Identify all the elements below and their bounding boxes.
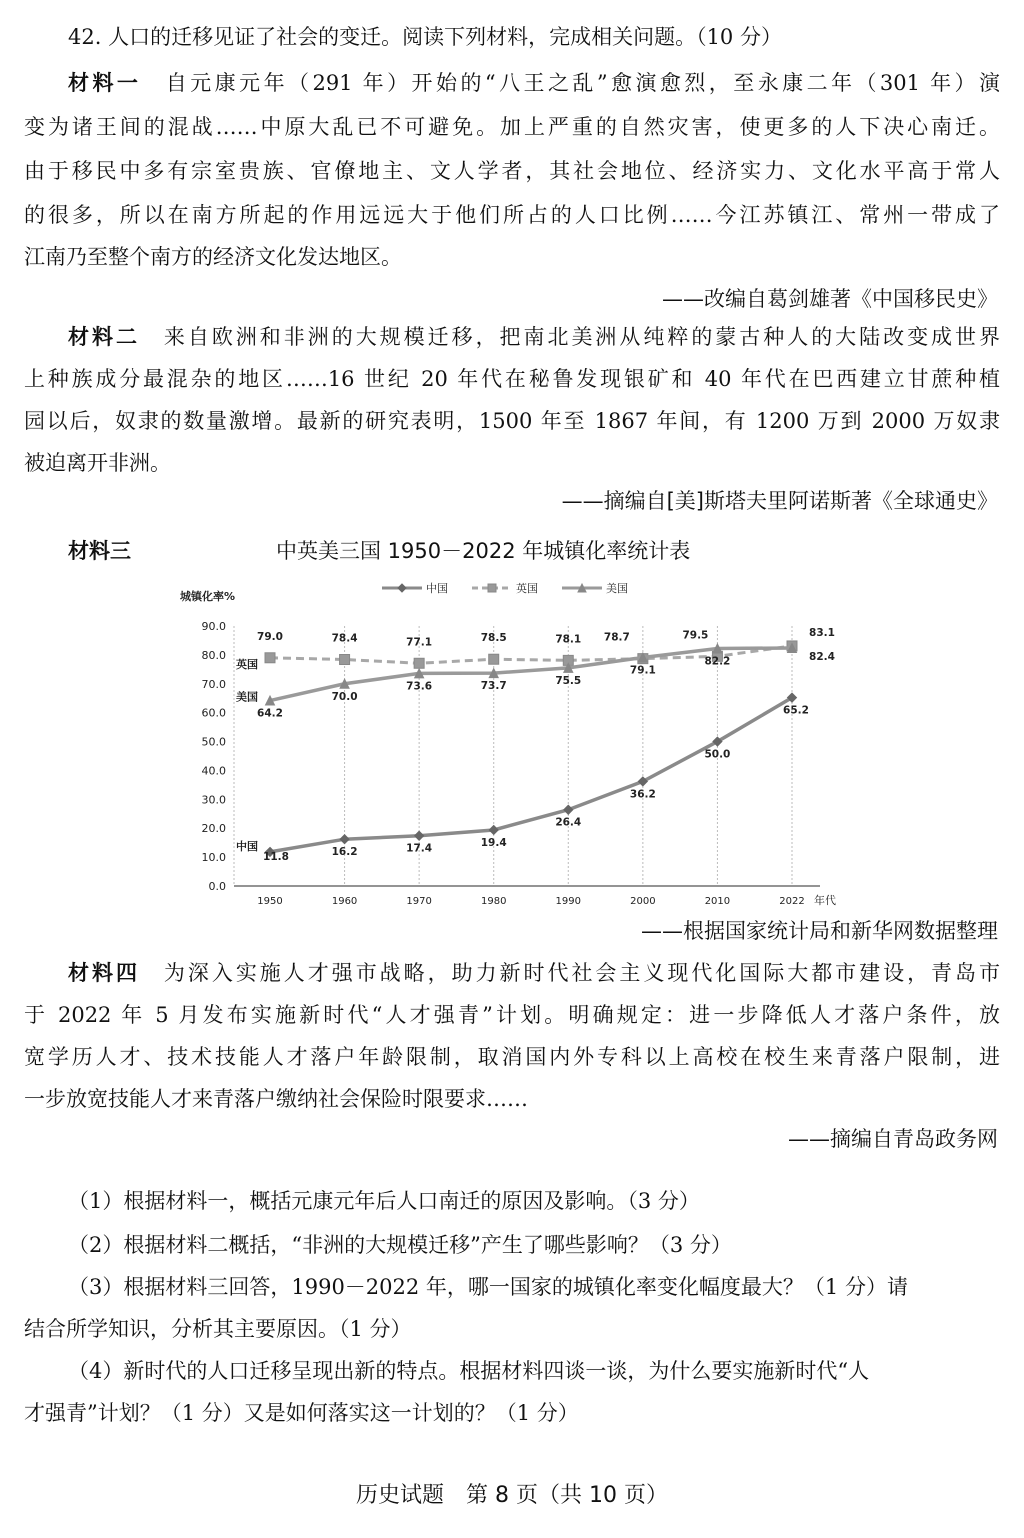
material4-line-3: 宽学历人才、技术技能人才落户年龄限制，取消国内外专科以上高校在校生来青落户限制，进	[24, 1045, 1000, 1069]
question-header: 42. 人口的迁移见证了社会的变迁。阅读下列材料，完成相关问题。（10 分）	[68, 25, 782, 49]
material1-source: ——改编自葛剑雄著《中国移民史》	[662, 287, 998, 311]
material1-line-4: 的很多，所以在南方所起的作用远远大于他们所占的人口比例……今江苏镇江、常州一带成了	[24, 203, 1000, 227]
question-3-line-1: （3）根据材料三回答，1990－2022 年，哪一国家的城镇化率变化幅度最大？（1 分）请	[68, 1275, 908, 1299]
legend-label-美国: 美国	[606, 582, 628, 595]
x-tick-label: 2022	[779, 896, 805, 907]
data-label-美国: 70.0	[331, 690, 358, 703]
material2-source: ——摘编自[美]斯塔夫里阿诺斯著《全球通史》	[561, 489, 998, 513]
y-axis-title: 城镇化率%	[180, 590, 236, 603]
material4-line-2: 于 2022 年 5 月发布实施新时代“人才强青”计划。明确规定：进一步降低人才落户条件，放	[24, 1003, 1000, 1027]
urbanization-line-chart	[172, 568, 852, 908]
series-tag-美国: 美国	[236, 690, 258, 704]
x-tick-label: 1990	[555, 896, 582, 907]
data-label-中国: 26.4	[555, 816, 582, 829]
y-tick-label: 60.0	[201, 706, 226, 720]
data-label-美国: 82.4	[809, 650, 835, 663]
y-tick-label: 70.0	[201, 677, 226, 691]
legend-label-英国: 英国	[516, 582, 538, 595]
x-tick-label: 1950	[257, 896, 283, 907]
material1-line-1	[68, 68, 1000, 98]
data-label-美国: 73.7	[480, 680, 507, 693]
material4-text-1: 为深入实施人才强市战略，助力新时代社会主义现代化国际大都市建设，青岛市	[163, 961, 1001, 985]
material1-line-3: 由于移民中多有宗室贵族、官僚地主、文人学者，其社会地位、经济实力、文化水平高于常人	[24, 159, 1000, 183]
question-3-line-2: 结合所学知识，分析其主要原因。（1 分）	[24, 1317, 412, 1341]
data-point-中国	[415, 831, 424, 840]
y-tick-label: 90.0	[201, 620, 226, 633]
material2-line-2: 上种族成分最混杂的地区……16 世纪 20 年代在秘鲁发现银矿和 40 年代在巴西建立甘蔗种植	[24, 367, 1000, 391]
material1-label: 材料一	[68, 71, 142, 95]
question-2: （2）根据材料二概括，“非洲的大规模迁移”产生了哪些影响？（3 分）	[68, 1233, 732, 1257]
data-point-英国	[265, 653, 275, 663]
data-label-美国: 82.2	[704, 655, 731, 668]
material2-line-4: 被迫离开非洲。	[24, 451, 171, 475]
x-axis-title: 年代	[814, 894, 836, 907]
data-label-英国: 77.1	[406, 636, 433, 649]
question-4-line-1: （4）新时代的人口迁移呈现出新的特点。根据材料四谈一谈，为什么要实施新时代“人	[68, 1359, 870, 1383]
data-label-中国: 19.4	[480, 836, 507, 849]
y-tick-label: 0.0	[208, 880, 226, 893]
data-label-中国: 11.8	[263, 850, 289, 863]
data-label-英国: 78.4	[331, 632, 358, 645]
data-label-中国: 50.0	[704, 748, 731, 761]
material2-line-1	[68, 322, 1000, 352]
x-tick-label: 2000	[630, 896, 656, 907]
y-tick-label: 40.0	[201, 764, 226, 778]
material1-line-5: 江南乃至整个南方的经济文化发达地区。	[24, 245, 402, 269]
page-footer: 历史试题 第 8 页（共 10 页）	[356, 1483, 668, 1508]
series-tag-英国: 英国	[236, 657, 258, 671]
legend-marker-英国	[488, 584, 496, 592]
legend-marker-中国	[398, 584, 406, 592]
x-tick-label: 1960	[331, 896, 358, 907]
data-point-中国	[489, 825, 498, 834]
data-label-英国: 83.1	[809, 626, 835, 639]
data-point-英国	[340, 655, 350, 665]
data-point-英国	[414, 658, 424, 668]
material3-source: ——根据国家统计局和新华网数据整理	[641, 919, 998, 943]
x-tick-label: 1970	[406, 896, 432, 907]
y-tick-label: 80.0	[201, 648, 226, 662]
material2-label: 材料二	[68, 325, 140, 349]
x-tick-label: 2010	[704, 896, 731, 907]
material4-source: ——摘编自青岛政务网	[788, 1127, 998, 1151]
data-label-美国: 64.2	[257, 707, 283, 720]
y-tick-label: 50.0	[201, 735, 226, 749]
material2-text-1: 来自欧洲和非洲的大规模迁移，把南北美洲从纯粹的蒙古种人的大陆改变成世界	[163, 325, 1001, 349]
data-label-英国: 79.5	[682, 629, 709, 642]
chart-title: 中英美三国 1950－2022 年城镇化率统计表	[276, 539, 691, 563]
material3-label: 材料三	[68, 539, 131, 563]
material4-label: 材料四	[68, 961, 140, 985]
data-label-英国: 79.0	[257, 630, 283, 643]
material4-line-4: 一步放宽技能人才来青落户缴纳社会保险时限要求……	[24, 1087, 528, 1111]
series-line-中国	[270, 698, 792, 852]
legend-label-中国: 中国	[426, 582, 448, 595]
data-label-美国: 75.5	[555, 674, 582, 687]
data-point-中国	[340, 835, 349, 844]
y-tick-label: 20.0	[201, 822, 226, 836]
series-tag-中国: 中国	[236, 839, 258, 853]
data-label-中国: 36.2	[629, 788, 656, 801]
question-1: （1）根据材料一，概括元康元年后人口南迁的原因及影响。（3 分）	[68, 1189, 700, 1213]
material1-line-2: 变为诸王间的混战……中原大乱已不可避免。加上严重的自然灾害，使更多的人下决心南迁。	[24, 115, 1000, 139]
data-label-美国: 73.6	[406, 680, 433, 693]
data-label-中国: 17.4	[406, 842, 433, 855]
data-label-英国: 78.1	[555, 633, 582, 646]
y-tick-label: 30.0	[201, 793, 226, 807]
data-label-中国: 16.2	[331, 846, 358, 859]
question-4-line-2: 才强青”计划？（1 分）又是如何落实这一计划的？（1 分）	[24, 1401, 579, 1425]
material1-text-1: 自元康元年（291 年）开始的“八王之乱”愈演愈烈，至永康二年（301 年）演	[165, 71, 1001, 95]
material2-line-3: 园以后，奴隶的数量激增。最新的研究表明，1500 年至 1867 年间，有 1200 万到 2000 万奴隶	[24, 409, 1000, 433]
x-tick-label: 1980	[480, 896, 507, 907]
data-label-英国: 78.7	[603, 631, 630, 644]
material4-line-1	[68, 958, 1000, 988]
data-label-英国: 78.5	[480, 632, 507, 645]
data-label-中国: 65.2	[783, 704, 809, 717]
data-point-英国	[489, 654, 499, 664]
data-point-中国	[564, 805, 573, 814]
data-label-美国: 79.1	[629, 664, 656, 677]
y-tick-label: 10.0	[201, 851, 226, 865]
